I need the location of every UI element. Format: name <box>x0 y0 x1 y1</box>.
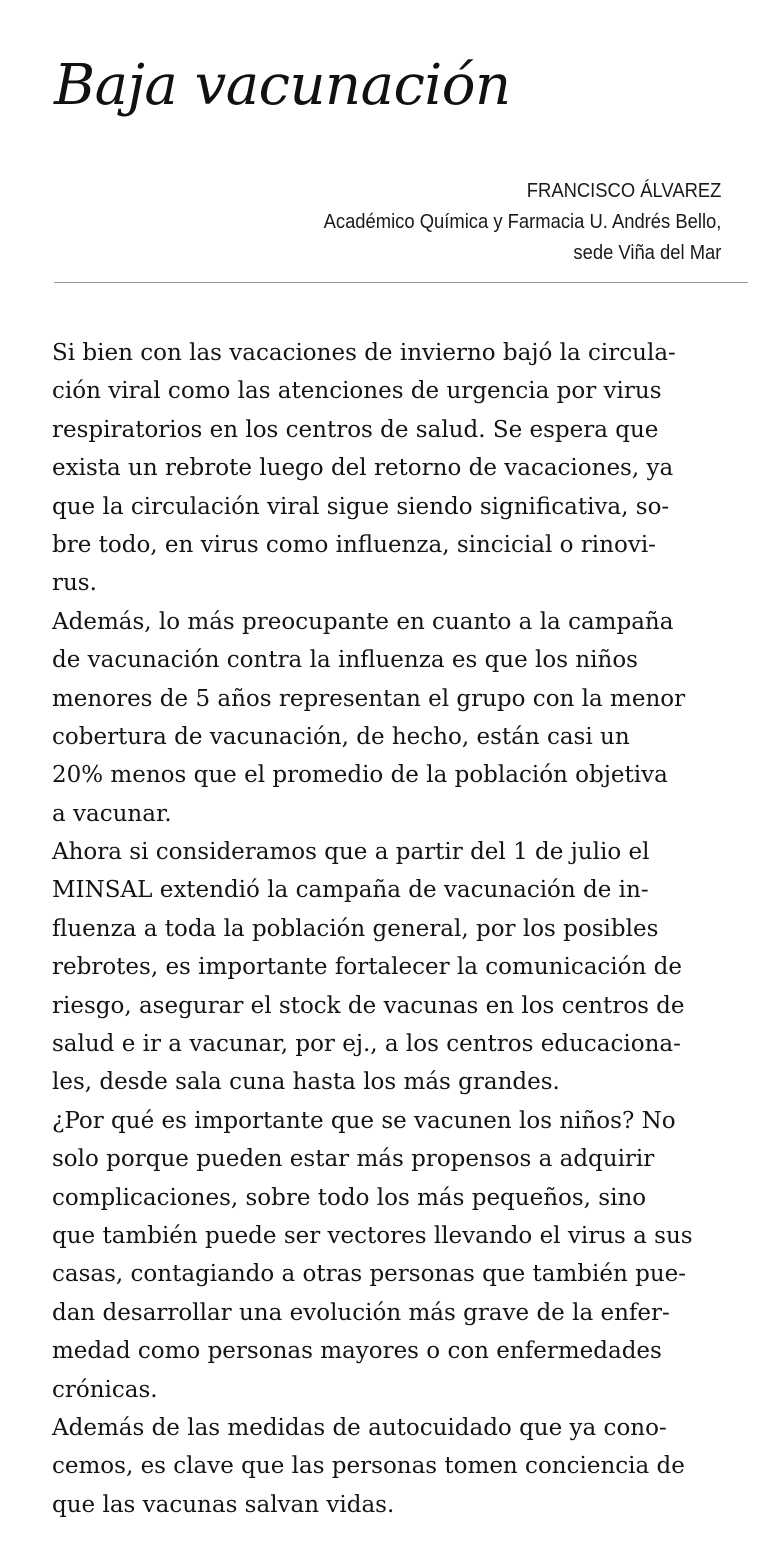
body-text-line: casas, contagiando a otras personas que también pue- <box>52 1261 687 1288</box>
body-text-line: exista un rebrote luego del retorno de vacaciones, ya <box>52 455 674 482</box>
body-text-line: medad como personas mayores o con enfermedades <box>52 1338 662 1365</box>
body-text-line: Ahora si consideramos que a partir del 1 de julio el <box>52 839 650 866</box>
body-text-line: fluenza a toda la población general, por los posibles <box>52 915 659 942</box>
article-headline: Baja vacunación <box>54 53 511 118</box>
body-text-line: ción viral como las atenciones de urgencia por virus <box>52 378 662 405</box>
body-text-line: rebrotes, es importante fortalecer la comunicación de <box>52 954 682 981</box>
body-text-line: Si bien con las vacaciones de invierno bajó la circula- <box>52 340 676 366</box>
body-text-line: solo porque pueden estar más propensos a adquirir <box>52 1146 655 1173</box>
body-text-line: ¿Por qué es importante que se vacunen los niños? No <box>52 1107 676 1134</box>
body-text-line: que la circulación viral sigue siendo significativa, so- <box>52 493 670 520</box>
body-text-line: Además de las medidas de autocuidado que ya cono- <box>52 1414 667 1441</box>
body-text-line: riesgo, asegurar el stock de vacunas en los centros de <box>52 992 685 1019</box>
body-text-line: Además, lo más preocupante en cuanto a la campaña <box>52 608 674 635</box>
body-text-line: salud e ir a vacunar, por ej., a los centros educaciona- <box>52 1031 681 1058</box>
body-text-line: de vacunación contra la influenza es que los niños <box>52 647 638 674</box>
body-text-line: dan desarrollar una evolución más grave de la enfer- <box>52 1299 670 1326</box>
body-text-line: 20% menos que el promedio de la población objetiva <box>52 762 668 789</box>
author-name: FRANCISCO ÁLVAREZ <box>526 180 721 202</box>
body-text-line: cobertura de vacunación, de hecho, están casi un <box>52 723 630 750</box>
body-text-line: MINSAL extendió la campaña de vacunación de in- <box>52 877 649 904</box>
article-body <box>52 334 752 1524</box>
author-affiliation-line-2: sede Viña del Mar <box>573 242 721 264</box>
body-text-line: rus. <box>52 570 97 597</box>
header-divider <box>54 282 748 283</box>
body-text-line: a vacunar. <box>52 800 172 827</box>
body-text-line: menores de 5 años representan el grupo con la menor <box>52 685 686 712</box>
body-text-line: respiratorios en los centros de salud. Se espera que <box>52 416 659 443</box>
byline <box>323 176 721 269</box>
body-text-line: les, desde sala cuna hasta los más grandes. <box>52 1069 560 1096</box>
body-text-line: que las vacunas salvan vidas. <box>52 1491 395 1518</box>
body-text-line: crónicas. <box>52 1376 158 1403</box>
author-affiliation-line-1: Académico Química y Farmacia U. Andrés Bello, <box>323 211 721 233</box>
body-text-line: bre todo, en virus como influenza, sincicial o rinovi- <box>52 531 656 558</box>
body-text-line: complicaciones, sobre todo los más pequeños, sino <box>52 1184 647 1211</box>
body-text-line: cemos, es clave que las personas tomen conciencia de <box>52 1453 685 1480</box>
body-text-line: que también puede ser vectores llevando el virus a sus <box>52 1222 693 1249</box>
